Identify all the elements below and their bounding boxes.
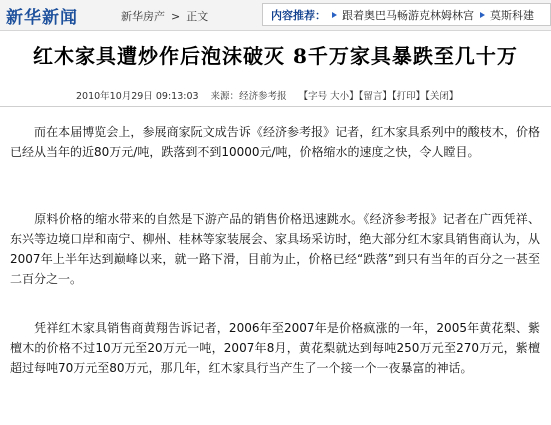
breadcrumb-current: 正文 <box>186 10 209 23</box>
font-size-toggle[interactable]: 大小】 <box>330 91 359 102</box>
arrow-right-icon <box>332 12 337 18</box>
breadcrumb <box>121 8 208 24</box>
article-source: 经济参考报 <box>239 91 287 102</box>
site-logo[interactable] <box>6 3 110 27</box>
article-meta <box>76 88 458 102</box>
print-link[interactable]: 【打印】 <box>391 91 426 102</box>
close-link[interactable]: 【关闭】 <box>425 91 459 102</box>
article-paragraph <box>10 318 540 378</box>
article-paragraph <box>10 122 540 162</box>
divider <box>0 106 551 107</box>
article-datetime: 2010年10月29日 09:13:03 <box>76 91 199 102</box>
font-size-label: 【字号 <box>298 91 328 102</box>
recommend-label: 内容推荐： <box>271 8 326 22</box>
breadcrumb-link-house[interactable]: 新华房产 <box>121 10 165 23</box>
comment-link[interactable]: 【留言】 <box>358 91 392 102</box>
arrow-right-icon <box>480 12 485 18</box>
paragraph-text: 而在本届博览会上，参展商家阮文成告诉《经济参考报》记者，红木家具系列中的酸枝木，价格已经从当年的近80万元/吨，跌落到不到10000元/吨，价格缩水的速度之快，令人瞠目。 <box>10 125 540 159</box>
recommend-link-1[interactable]: 跟着奥巴马畅游克林姆林宫 <box>342 8 474 22</box>
article-paragraph <box>10 209 540 289</box>
article-title: 红木家具遭炒作后泡沫破灭 8千万家具暴跌至几十万 <box>33 44 518 68</box>
recommend-bar <box>262 3 551 26</box>
paragraph-text: 凭祥红木家具销售商黄翔告诉记者，2006年至2007年是价格疯涨的一年，2005年黄花梨、紫檀木的价格不过10万元至20万元一吨，2007年8月，黄花梨就达到每吨250万元至270万元，紫檀超过每吨70万元至80万元，那几年，红木家具行当产生了一个接一个一夜暴富的神话。 <box>10 321 540 375</box>
source-label: 来源： <box>210 91 240 102</box>
site-logo-text: 新华新闻 <box>6 7 78 28</box>
recommend-link-2[interactable]: 莫斯科建 <box>490 8 534 22</box>
breadcrumb-separator: > <box>171 10 181 23</box>
top-bar <box>0 0 551 31</box>
paragraph-text: 原料价格的缩水带来的自然是下游产品的销售价格迅速跳水。《经济参考报》记者在广西凭祥、东兴等边境口岸和南宁、柳州、桂林等家装展会、家具场采访时，绝大部分红木家具销售商认为，从2007年上半年达到巅峰以来，就一路下滑，目前为止，价格已经“跌落”到只有当年的百分之一甚至二百分之一。 <box>10 212 540 286</box>
